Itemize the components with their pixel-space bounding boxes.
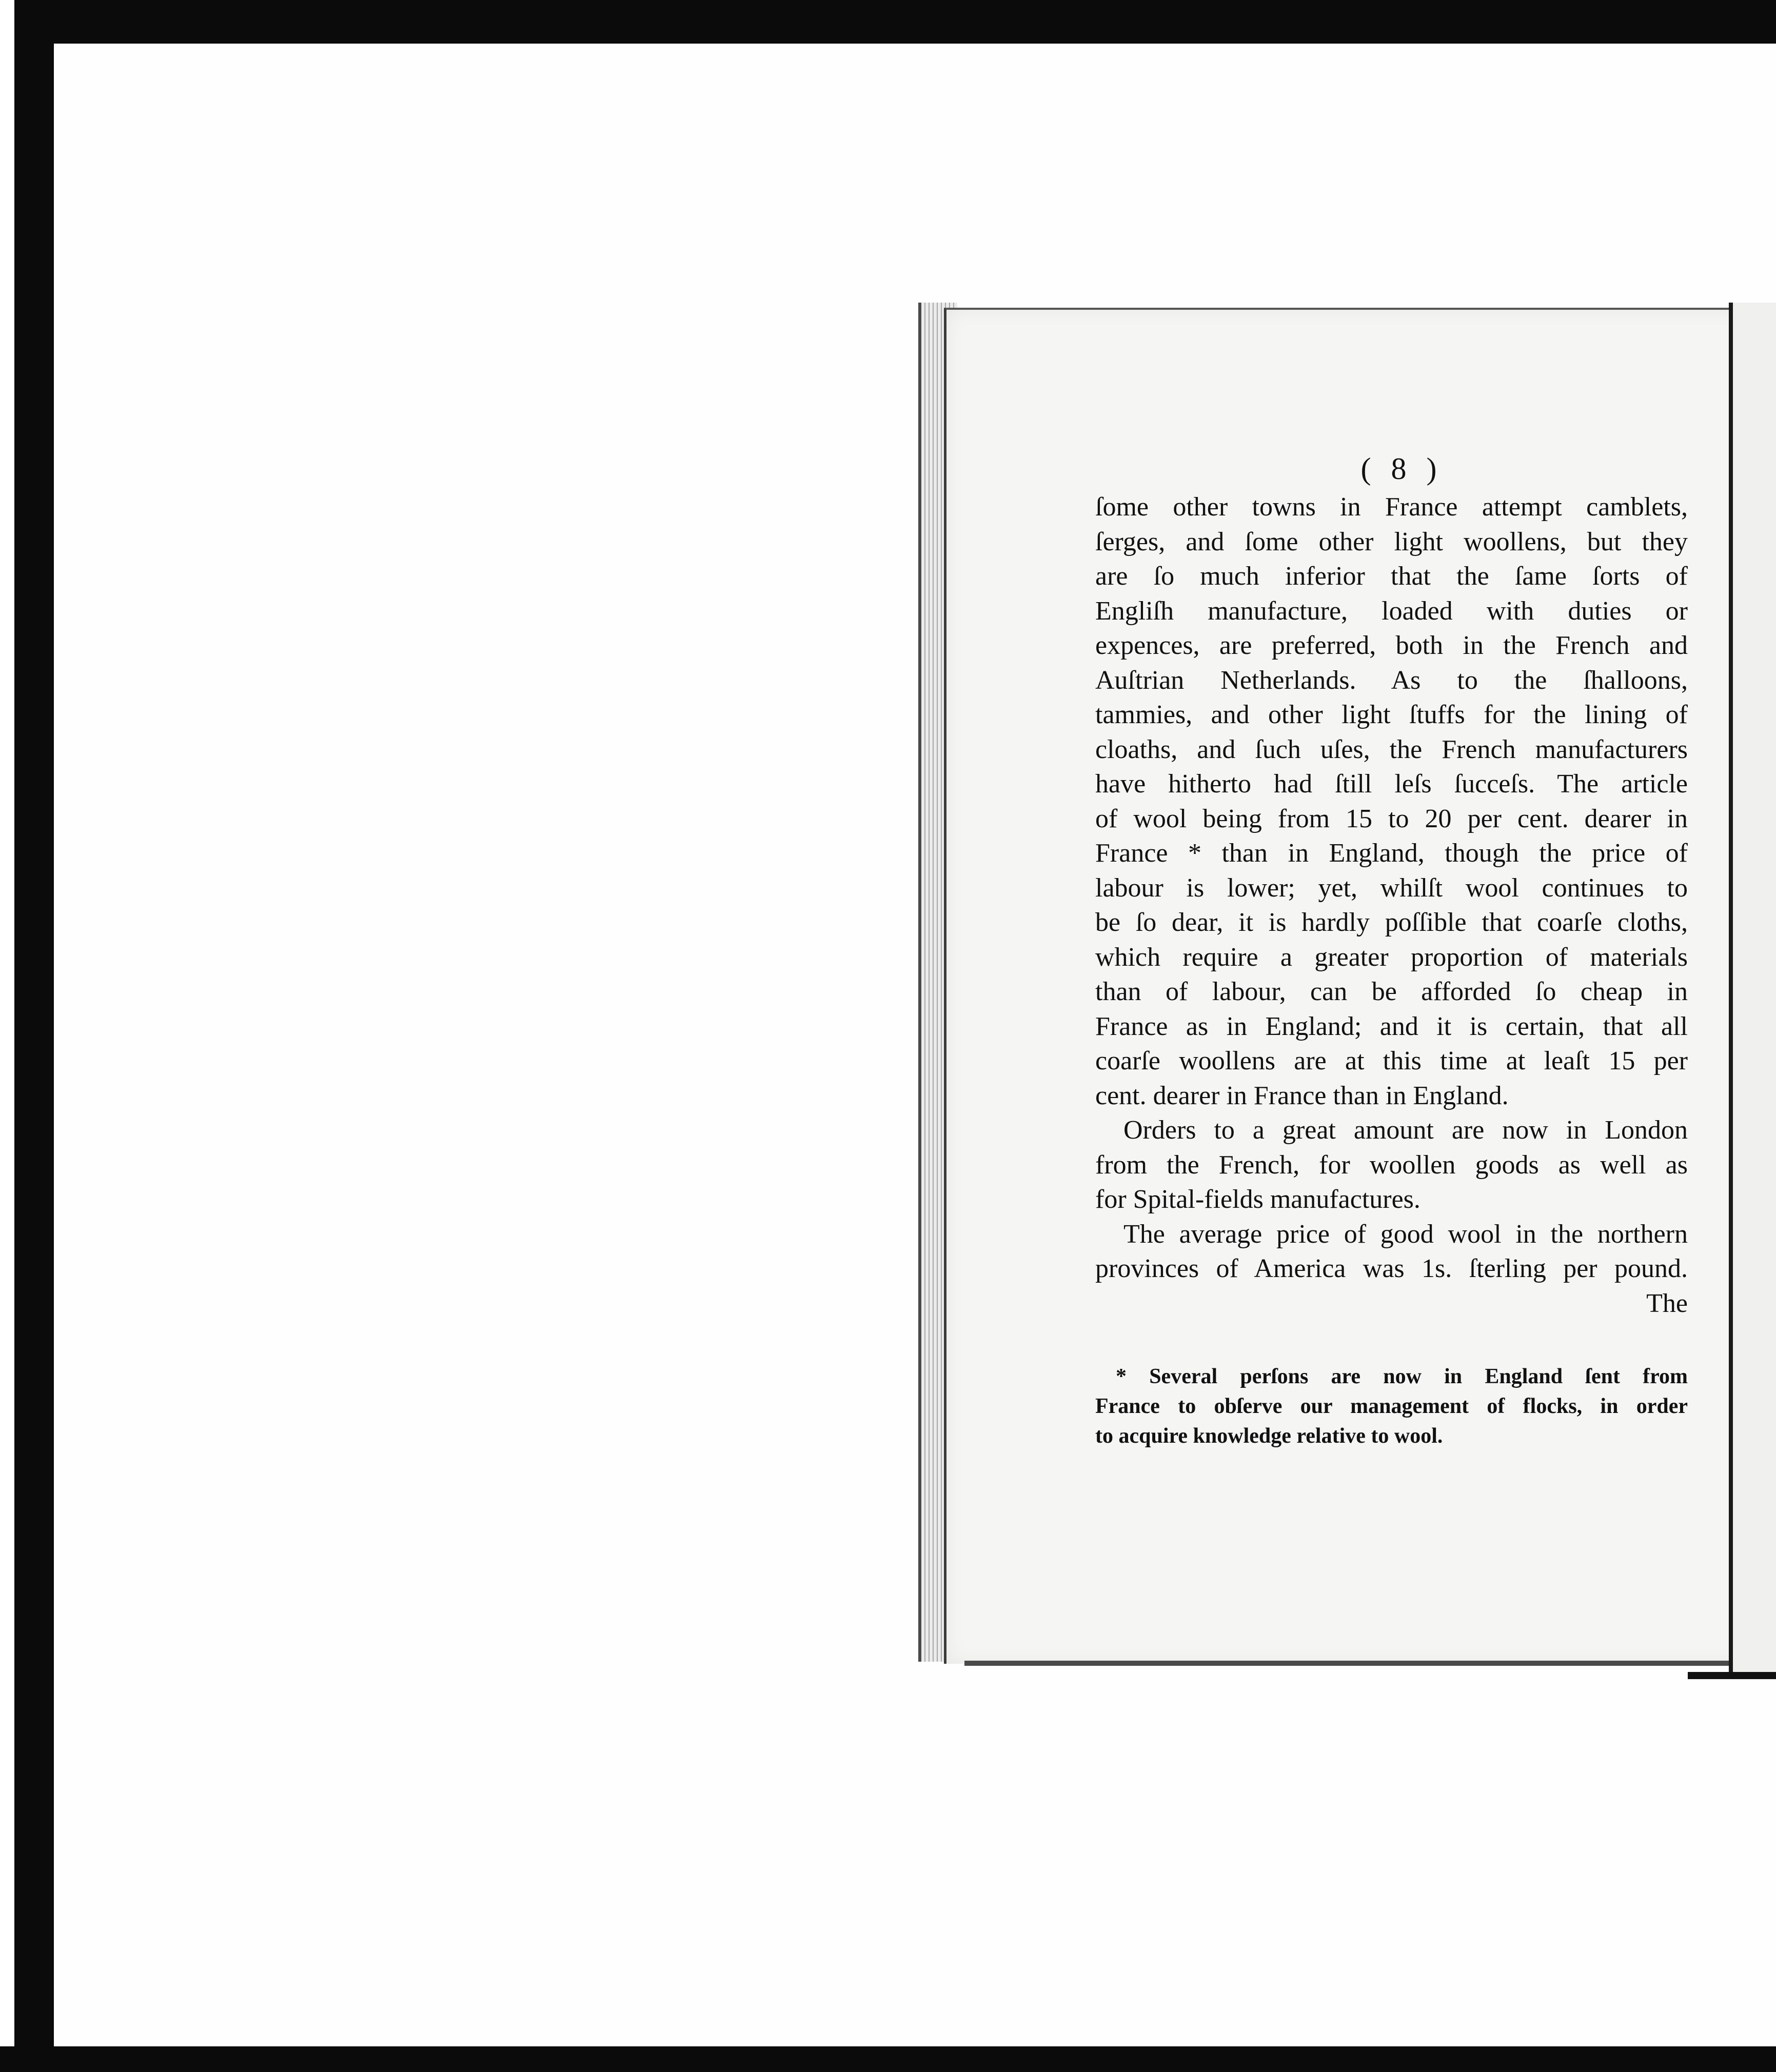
text-line: provinces of America was 1s. ſterling per pound. xyxy=(1095,1254,1688,1283)
text-line: France as in England; and it is certain, that all xyxy=(1095,1011,1688,1041)
catchword: The xyxy=(1646,1288,1688,1318)
scan-frame-bottom xyxy=(0,2046,1776,2072)
footnote xyxy=(1095,1362,1688,1451)
text-line: be ſo dear, it is hardly poſſible that coarſe cloths, xyxy=(1095,908,1688,937)
text-line: cloaths, and ſuch uſes, the French manufacturers xyxy=(1095,734,1688,764)
text-line: than of labour, can be afforded ſo cheap in xyxy=(1095,977,1688,1006)
text-line: tammies, and other light ſtuffs for the lining of xyxy=(1095,700,1688,729)
page-bottom-edge xyxy=(964,1661,1776,1666)
facing-page-edge xyxy=(1729,303,1776,1677)
text-line: for Spital-fields manufactures. xyxy=(1095,1185,1420,1214)
page-number: ( 8 ) xyxy=(1360,452,1443,486)
text-line: from the French, for woollen goods as well as xyxy=(1095,1150,1688,1180)
text-line: The average price of good wool in the northern xyxy=(1123,1219,1688,1249)
text-line: are ſo much inferior that the ſame ſorts of xyxy=(1095,562,1688,591)
paragraph-1 xyxy=(1095,490,1688,1113)
text-line: of wool being from 15 to 20 per cent. dearer in xyxy=(1095,804,1688,833)
text-line: ſome other towns in France attempt camblets, xyxy=(1095,492,1688,522)
text-line: expences, are preferred, both in the French and xyxy=(1095,631,1688,660)
footnote-line: France to obſerve our management of flocks, in order xyxy=(1095,1394,1688,1418)
paragraph-3 xyxy=(1095,1217,1688,1286)
text-line: France * than in England, though the price of xyxy=(1095,839,1688,868)
text-line: Orders to a great amount are now in London xyxy=(1123,1115,1688,1145)
text-line: Engliſh manufacture, loaded with duties or xyxy=(1095,596,1688,626)
text-line: coarſe woollens are at this time at leaſt 15 per xyxy=(1095,1046,1688,1075)
text-line: Auſtrian Netherlands. As to the ſhalloons, xyxy=(1095,665,1688,695)
footnote-line: to acquire knowledge relative to wool. xyxy=(1095,1424,1443,1448)
page-text xyxy=(1095,451,1688,1451)
scan-frame-left-edge xyxy=(0,0,14,2072)
paragraph-2 xyxy=(1095,1113,1688,1217)
text-line: which require a greater proportion of materials xyxy=(1095,942,1688,972)
text-line: labour is lower; yet, whilſt wool continues to xyxy=(1095,873,1688,903)
text-line: have hitherto had ſtill leſs ſucceſs. The article xyxy=(1095,769,1688,799)
footnote-line: * Several perſons are now in England ſent from xyxy=(1116,1365,1688,1388)
text-line: cent. dearer in France than in England. xyxy=(1095,1081,1509,1110)
scan-frame-top xyxy=(0,0,1776,44)
facing-page-shadow xyxy=(1688,1672,1776,1679)
text-line: ſerges, and ſome other light woollens, but they xyxy=(1095,527,1688,556)
